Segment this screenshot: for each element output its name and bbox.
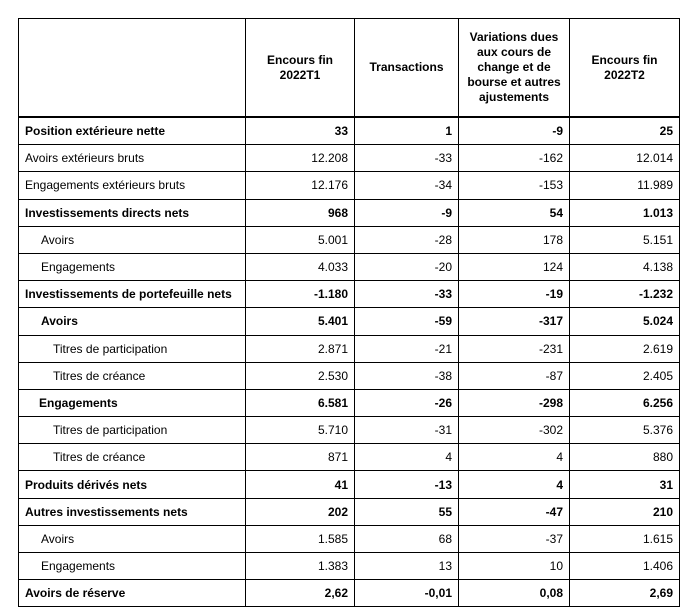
cell-encours-t2: 2,69 (570, 580, 680, 607)
cell-transactions: -59 (355, 308, 459, 335)
cell-variations: -47 (459, 498, 570, 525)
row-label: Position extérieure nette (19, 117, 246, 145)
cell-transactions: -9 (355, 199, 459, 226)
cell-variations: 0,08 (459, 580, 570, 607)
table-row (19, 253, 680, 280)
table-row (19, 444, 680, 471)
cell-encours-t1: 12.176 (246, 172, 355, 199)
header-encours-t2: Encours fin 2022T2 (570, 19, 680, 118)
cell-encours-t2: 5.151 (570, 226, 680, 253)
cell-transactions: -13 (355, 471, 459, 498)
table-row (19, 525, 680, 552)
cell-variations: -162 (459, 145, 570, 172)
row-label: Titres de participation (19, 335, 246, 362)
cell-encours-t2: 6.256 (570, 389, 680, 416)
cell-variations: 178 (459, 226, 570, 253)
cell-transactions: -0,01 (355, 580, 459, 607)
cell-encours-t1: 6.581 (246, 389, 355, 416)
header-label (19, 19, 246, 118)
table-row (19, 199, 680, 226)
table-row (19, 117, 680, 145)
cell-transactions: 1 (355, 117, 459, 145)
cell-encours-t2: 2.619 (570, 335, 680, 362)
cell-encours-t1: 2.530 (246, 362, 355, 389)
cell-variations: -37 (459, 525, 570, 552)
table-row (19, 362, 680, 389)
balance-table (18, 18, 680, 607)
row-label: Avoirs (19, 308, 246, 335)
cell-transactions: 13 (355, 553, 459, 580)
row-label: Autres investissements nets (19, 498, 246, 525)
cell-encours-t1: 1.585 (246, 525, 355, 552)
cell-encours-t2: 31 (570, 471, 680, 498)
cell-variations: 4 (459, 471, 570, 498)
table-row (19, 281, 680, 308)
cell-variations: -302 (459, 417, 570, 444)
cell-encours-t1: 2,62 (246, 580, 355, 607)
cell-encours-t1: 871 (246, 444, 355, 471)
cell-variations: -231 (459, 335, 570, 362)
row-label: Titres de créance (19, 444, 246, 471)
cell-variations: 4 (459, 444, 570, 471)
cell-variations: -153 (459, 172, 570, 199)
row-label: Avoirs extérieurs bruts (19, 145, 246, 172)
cell-transactions: -21 (355, 335, 459, 362)
cell-encours-t2: 1.013 (570, 199, 680, 226)
cell-transactions: -26 (355, 389, 459, 416)
cell-encours-t2: 210 (570, 498, 680, 525)
cell-transactions: -31 (355, 417, 459, 444)
row-label: Avoirs (19, 525, 246, 552)
table-row (19, 172, 680, 199)
cell-transactions: -28 (355, 226, 459, 253)
cell-transactions: -38 (355, 362, 459, 389)
cell-encours-t1: 12.208 (246, 145, 355, 172)
cell-encours-t1: -1.180 (246, 281, 355, 308)
cell-variations: -19 (459, 281, 570, 308)
table-row (19, 145, 680, 172)
cell-encours-t2: 5.376 (570, 417, 680, 444)
row-label: Engagements (19, 389, 246, 416)
table-row (19, 471, 680, 498)
cell-encours-t1: 5.401 (246, 308, 355, 335)
cell-transactions: -33 (355, 281, 459, 308)
row-label: Investissements directs nets (19, 199, 246, 226)
cell-variations: 124 (459, 253, 570, 280)
row-label: Titres de participation (19, 417, 246, 444)
cell-encours-t2: 880 (570, 444, 680, 471)
header-variations: Variations dues aux cours de change et de bourse et autres ajustements (459, 19, 570, 118)
cell-variations: -87 (459, 362, 570, 389)
header-row (19, 19, 680, 118)
table-row (19, 226, 680, 253)
row-label: Avoirs de réserve (19, 580, 246, 607)
cell-transactions: 68 (355, 525, 459, 552)
cell-encours-t2: 1.615 (570, 525, 680, 552)
cell-encours-t1: 968 (246, 199, 355, 226)
cell-variations: 54 (459, 199, 570, 226)
cell-encours-t2: 5.024 (570, 308, 680, 335)
row-label: Titres de créance (19, 362, 246, 389)
table-row (19, 417, 680, 444)
cell-encours-t2: 25 (570, 117, 680, 145)
cell-encours-t2: 2.405 (570, 362, 680, 389)
cell-transactions: 55 (355, 498, 459, 525)
cell-encours-t1: 41 (246, 471, 355, 498)
row-label: Avoirs (19, 226, 246, 253)
cell-encours-t2: 11.989 (570, 172, 680, 199)
cell-encours-t2: -1.232 (570, 281, 680, 308)
cell-encours-t2: 4.138 (570, 253, 680, 280)
table-row (19, 580, 680, 607)
cell-encours-t2: 12.014 (570, 145, 680, 172)
cell-encours-t1: 33 (246, 117, 355, 145)
row-label: Engagements (19, 553, 246, 580)
row-label: Produits dérivés nets (19, 471, 246, 498)
cell-encours-t1: 2.871 (246, 335, 355, 362)
cell-encours-t1: 4.033 (246, 253, 355, 280)
cell-encours-t1: 5.001 (246, 226, 355, 253)
table-row (19, 498, 680, 525)
cell-encours-t2: 1.406 (570, 553, 680, 580)
cell-encours-t1: 202 (246, 498, 355, 525)
header-encours-t1: Encours fin 2022T1 (246, 19, 355, 118)
cell-encours-t1: 1.383 (246, 553, 355, 580)
row-label: Engagements (19, 253, 246, 280)
cell-variations: -9 (459, 117, 570, 145)
cell-variations: -317 (459, 308, 570, 335)
header-transactions: Transactions (355, 19, 459, 118)
table-row (19, 553, 680, 580)
row-label: Investissements de portefeuille nets (19, 281, 246, 308)
cell-variations: 10 (459, 553, 570, 580)
table-row (19, 389, 680, 416)
cell-transactions: -20 (355, 253, 459, 280)
table-row (19, 335, 680, 362)
table-row (19, 308, 680, 335)
cell-transactions: -33 (355, 145, 459, 172)
cell-variations: -298 (459, 389, 570, 416)
cell-encours-t1: 5.710 (246, 417, 355, 444)
row-label: Engagements extérieurs bruts (19, 172, 246, 199)
table-body (19, 117, 680, 607)
cell-transactions: 4 (355, 444, 459, 471)
cell-transactions: -34 (355, 172, 459, 199)
